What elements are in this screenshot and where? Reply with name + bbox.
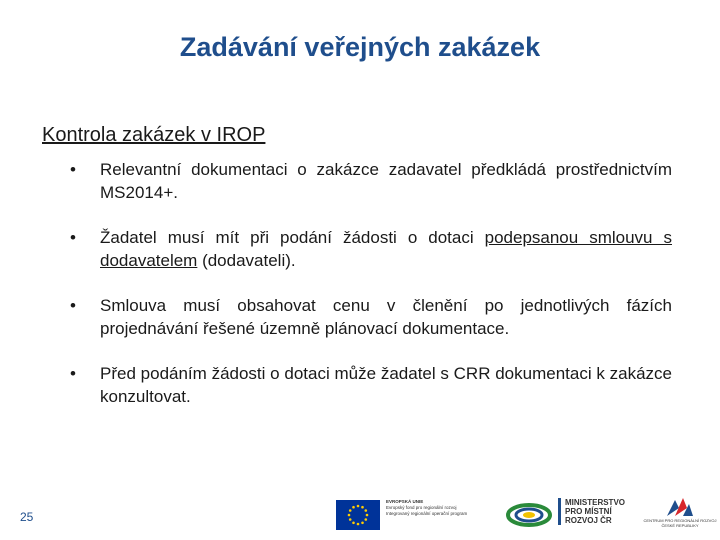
footer-logos	[336, 496, 720, 540]
mmr-logo	[558, 498, 628, 525]
mmr-line1: MINISTERSTVO	[565, 498, 626, 507]
slide-subtitle: Kontrola zakázek v IROP	[42, 124, 266, 146]
mmr-line2: PRO MÍSTNÍ	[565, 507, 612, 516]
bullet-item-2	[70, 226, 672, 272]
crr-logo	[640, 496, 720, 528]
bullet-text-after: (dodavateli).	[197, 251, 296, 270]
eu-flag-logo	[336, 500, 380, 530]
bullet-item-3	[70, 294, 672, 340]
mmr-line3: ROZVOJ ČR	[565, 516, 612, 525]
bullet-dot: •	[70, 364, 76, 383]
bullet-dot: •	[70, 228, 76, 247]
mmr-text	[558, 498, 628, 525]
eu-program-text	[386, 499, 491, 517]
eu-text-line1: EVROPSKÁ UNIE	[386, 499, 424, 504]
crr-text-line2: ČESKÉ REPUBLIKY	[661, 523, 699, 528]
eu-text-line2: Evropský fond pro regionální rozvoj	[386, 505, 457, 510]
bullet-text: Žadatel musí mít při podání žádosti o dotaci	[100, 228, 485, 247]
crr-text-line1: CENTRUM PRO REGIONÁLNÍ ROZVOJ	[643, 518, 717, 523]
bullet-text-underlined: podepsanou smlouvu s dodavatelem	[100, 228, 672, 270]
page-number: 25	[20, 510, 34, 524]
bullet-text: Před podáním žádosti o dotaci může žadatel s CRR dokumentaci k zakázce konzultovat.	[100, 364, 672, 406]
bullet-text: Relevantní dokumentaci o zakázce zadavatel předkládá prostřednictvím MS2014+.	[100, 160, 672, 202]
irop-swirl-icon	[506, 502, 552, 528]
bullet-list	[70, 158, 672, 408]
bullet-item-4	[70, 362, 672, 408]
bullet-item-1	[70, 158, 672, 204]
bullet-text: Smlouva musí obsahovat cenu v členění po jednotlivých fázích projednávání řešené územně plánovací dokumentace.	[100, 296, 672, 338]
eu-text-line3: Integrovaný regionální operační program	[386, 511, 468, 516]
irop-logo	[506, 502, 552, 528]
eu-stars-icon	[336, 500, 380, 530]
bullet-dot: •	[70, 296, 76, 315]
slide-title: Zadávání veřejných zakázek	[179, 32, 541, 62]
bullet-dot: •	[70, 160, 76, 179]
crr-mark-icon	[665, 496, 695, 518]
